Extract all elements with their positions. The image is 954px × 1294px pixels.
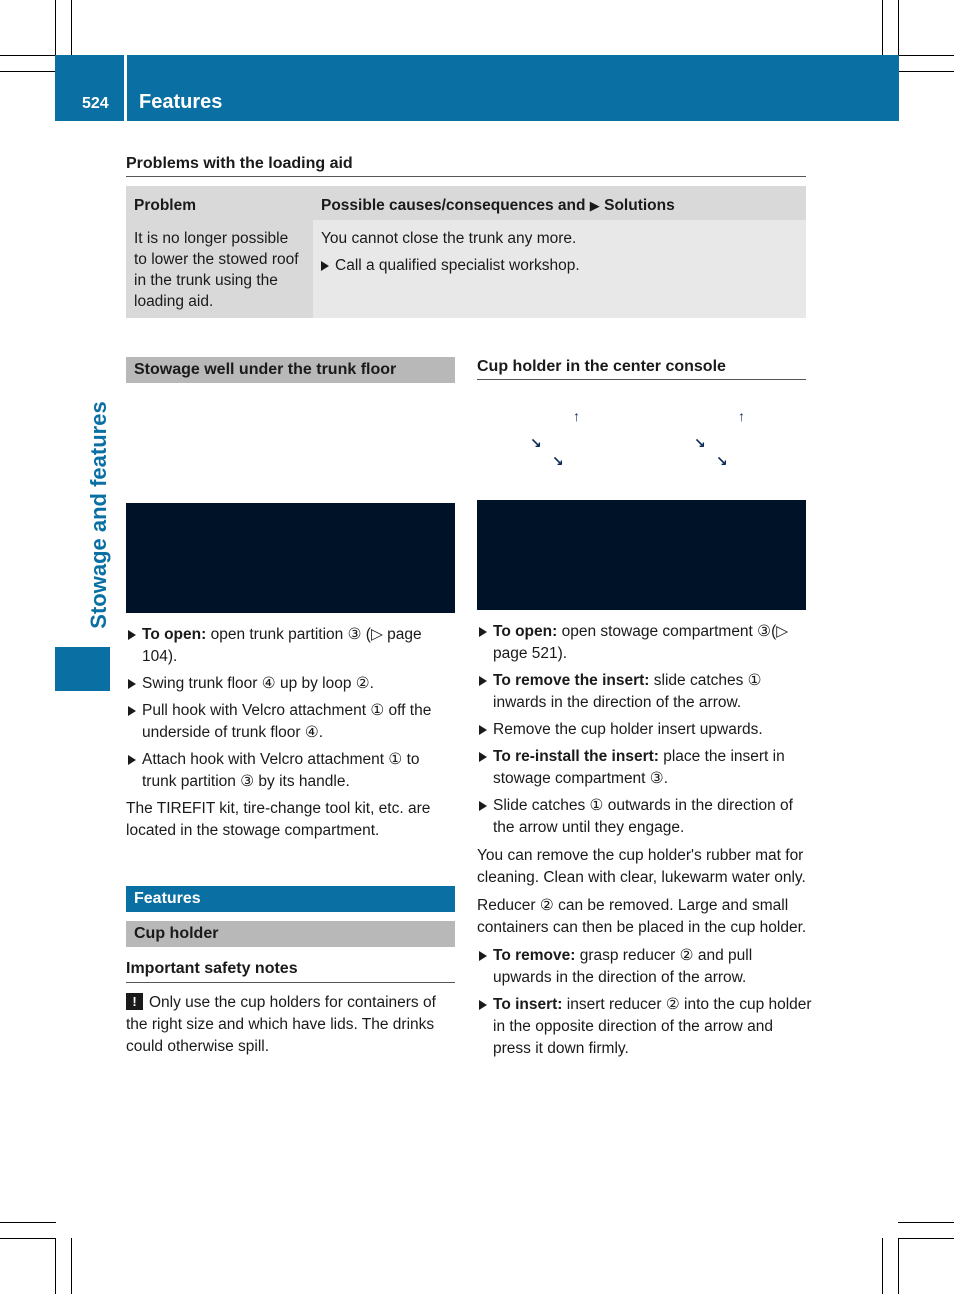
step-text: grasp reducer ② and pull upwards in the direction of the arrow. xyxy=(493,947,753,986)
crop-mark xyxy=(0,1222,56,1223)
crop-mark xyxy=(898,71,954,72)
step-remove-insert xyxy=(477,670,812,714)
problems-table xyxy=(126,186,806,318)
table-header-row xyxy=(126,186,806,220)
cup-holder-heading: Cup holder in the center console xyxy=(477,358,726,375)
cup-holder-steps xyxy=(477,621,812,1065)
step-text: place the insert in stowage compartment ③. xyxy=(493,748,785,787)
diagonal-arrow-icon: ↘ xyxy=(716,453,728,469)
warning-icon: ! xyxy=(126,993,143,1010)
rubber-mat-note: You can remove the cup holder's rubber mat for cleaning. Clean with clear, lukewarm water only. xyxy=(477,847,806,886)
trunk-figure xyxy=(126,384,455,503)
step-label: To open: xyxy=(493,623,558,640)
step-insert-reducer xyxy=(477,994,812,1060)
cause-text: You cannot close the trunk any more. xyxy=(321,230,577,247)
step-text: Swing trunk floor ④ up by loop ②. xyxy=(142,675,374,692)
crop-mark xyxy=(0,71,56,72)
crop-mark xyxy=(882,0,883,56)
page-number: 524 xyxy=(82,95,109,112)
step-open xyxy=(126,624,458,668)
step-label: To open: xyxy=(142,626,207,643)
column-header-problem: Problem xyxy=(134,197,197,214)
diagonal-arrow-icon: ↘ xyxy=(530,435,542,451)
step-slide-catches xyxy=(477,795,812,839)
crop-mark xyxy=(55,0,56,56)
warning-note xyxy=(126,992,458,1058)
problem-cell: It is no longer possible to lower the stowed roof in the trunk using the loading aid. xyxy=(126,220,313,318)
header-divider xyxy=(124,55,127,121)
heading-rule xyxy=(126,982,455,983)
crop-mark xyxy=(898,1238,954,1239)
step-text: Pull hook with Velcro attachment ① off the underside of trunk floor ④. xyxy=(142,702,432,741)
side-tab xyxy=(55,647,110,691)
section-bar-cup-holder: Cup holder xyxy=(126,921,455,947)
step-text: insert reducer ② into the cup holder in the opposite direction of the arrow and press it down firmly. xyxy=(493,996,812,1057)
section-bar-features: Features xyxy=(126,886,455,912)
step-label: To insert: xyxy=(493,996,563,1013)
heading-rule xyxy=(126,176,806,177)
section-bar-stowage-well: Stowage well under the trunk floor xyxy=(126,357,455,383)
stowage-steps xyxy=(126,624,458,848)
step-pull-hook xyxy=(126,700,458,744)
safety-heading: Important safety notes xyxy=(126,960,298,977)
crop-mark xyxy=(882,1238,883,1294)
up-arrow-icon: ↑ xyxy=(738,408,745,424)
cup-holder-illustration-image xyxy=(477,500,806,610)
diagonal-arrow-icon: ↘ xyxy=(694,435,706,451)
step-text: slide catches ① inwards in the direction of the arrow. xyxy=(493,672,762,711)
table-row xyxy=(126,220,806,318)
step-text: Slide catches ① outwards in the direction of the arrow until they engage. xyxy=(493,797,793,836)
warning-text: Only use the cup holders for containers of the right size and which have lids. The drinks could otherwise spill. xyxy=(126,994,436,1055)
solution-cell xyxy=(313,220,806,318)
step-open xyxy=(477,621,812,665)
solution-step: Call a qualified specialist workshop. xyxy=(319,255,798,276)
step-text: open stowage compartment ③(▷ page 521). xyxy=(493,623,789,662)
crop-mark xyxy=(71,0,72,56)
step-label: To re-install the insert: xyxy=(493,748,659,765)
step-remove-upwards xyxy=(477,719,812,741)
column-header-solutions-suffix: Solutions xyxy=(604,197,675,214)
problems-heading: Problems with the loading aid xyxy=(126,155,353,172)
crop-mark xyxy=(898,1238,899,1294)
step-text: Remove the cup holder insert upwards. xyxy=(493,721,763,738)
page-title: Features xyxy=(139,91,223,113)
step-reinstall-insert xyxy=(477,746,812,790)
diagonal-arrow-icon: ↘ xyxy=(552,453,564,469)
trunk-illustration-image xyxy=(126,503,455,613)
crop-mark xyxy=(55,1238,56,1294)
step-attach-hook xyxy=(126,749,458,793)
crop-mark xyxy=(898,0,899,56)
step-text: Attach hook with Velcro attachment ① to trunk partition ③ by its handle. xyxy=(142,751,420,790)
step-label: To remove the insert: xyxy=(493,672,650,689)
stowage-note: The TIREFIT kit, tire-change tool kit, etc. are located in the stowage compartment. xyxy=(126,800,431,839)
crop-mark xyxy=(0,55,56,56)
crop-mark xyxy=(71,1238,72,1294)
reducer-note: Reducer ② can be removed. Large and small containers can then be placed in the cup holder. xyxy=(477,897,807,936)
step-text: open trunk partition ③ (▷ page 104). xyxy=(142,626,422,665)
heading-rule xyxy=(477,379,806,380)
crop-mark xyxy=(0,1238,56,1239)
up-arrow-icon: ↑ xyxy=(573,408,580,424)
chapter-title: Stowage and features xyxy=(86,401,111,629)
column-header-solutions-prefix: Possible causes/consequences and xyxy=(321,197,586,214)
step-remove-reducer xyxy=(477,945,812,989)
column-header-solutions xyxy=(313,186,806,220)
step-label: To remove: xyxy=(493,947,576,964)
crop-mark xyxy=(898,55,954,56)
cup-holder-figure xyxy=(477,381,806,500)
arrow-icon: ▶ xyxy=(589,198,600,213)
step-swing-floor xyxy=(126,673,458,695)
crop-mark xyxy=(898,1222,954,1223)
